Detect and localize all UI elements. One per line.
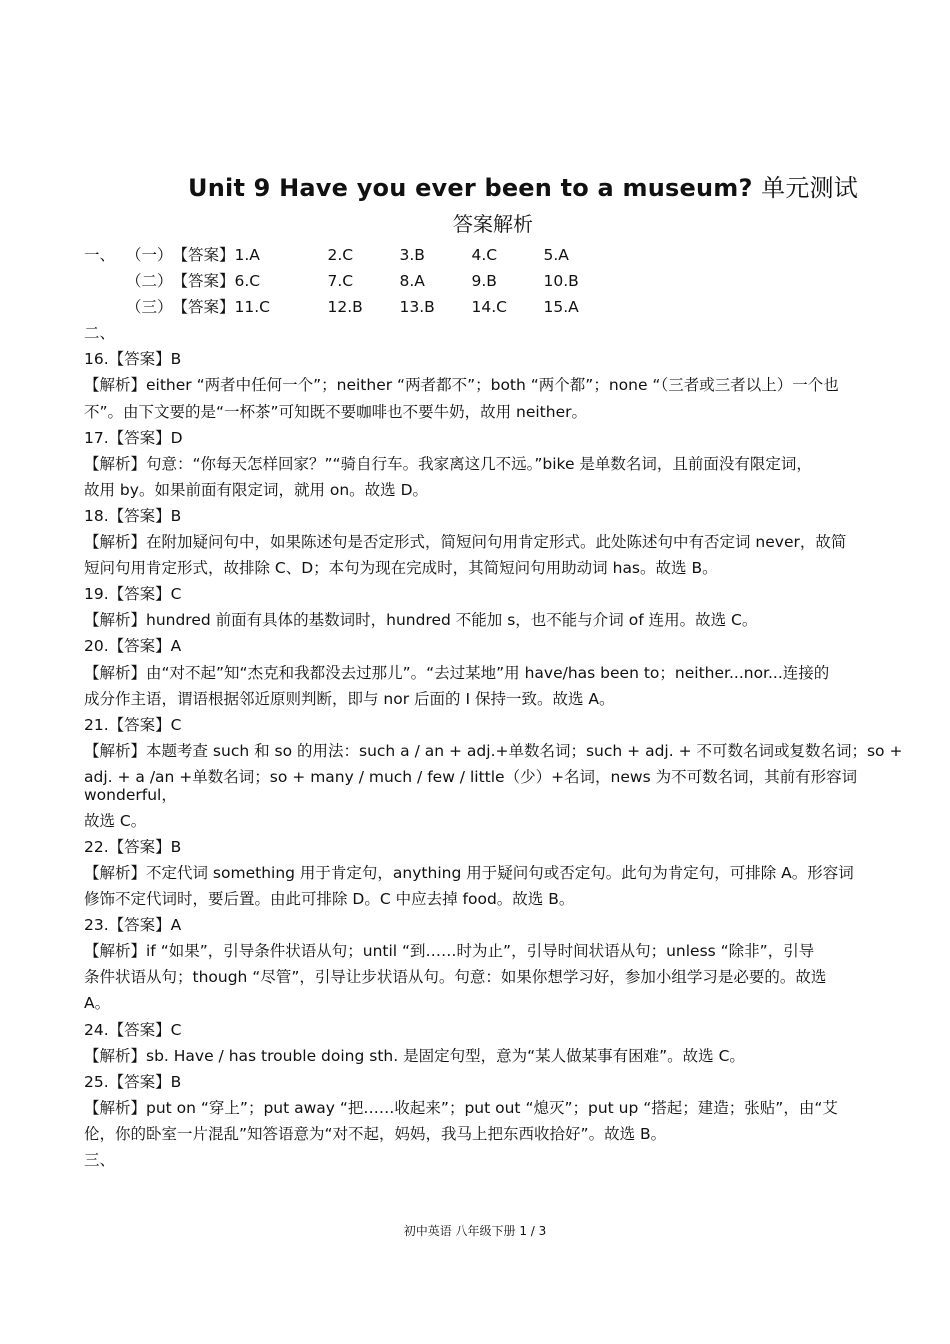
item-22-answer: 22.【答案】B: [84, 837, 182, 856]
item-16-analysis-line: 【解析】either “两者中任何一个”；neither “两者都不”；both “两个都”；none “（三者或三者以上）一个也: [84, 376, 839, 395]
page-subtitle: 答案解析: [453, 212, 533, 236]
answer-cell: 15.A: [543, 298, 579, 317]
answer-cell: 【答案】1.A: [172, 246, 260, 264]
answer-cell: 8.A: [399, 272, 425, 291]
answer-cell: 【答案】11.C: [172, 298, 270, 317]
item-24-answer: 24.【答案】C: [84, 1020, 182, 1039]
item-23-answer: 23.【答案】A: [84, 916, 182, 935]
item-17-answer: 17.【答案】D: [84, 428, 183, 447]
item-18-answer: 18.【答案】B: [84, 506, 182, 525]
item-19-answer: 19.【答案】C: [84, 585, 182, 604]
item-16-analysis-line: 不”。由下文要的是“一杯茶”可知既不要咖啡也不要牛奶，故用 neither。: [84, 402, 587, 421]
answer-cell: 【答案】6.C: [172, 272, 261, 291]
item-17-analysis-line: 【解析】句意：“你每天怎样回家？”“骑自行车。我家离这几不远。”bike 是单数名词，且前面没有限定词，: [84, 454, 812, 473]
mc-row-1: [84, 242, 922, 268]
item-20-analysis-line: 【解析】由“对不起”知“杰克和我都没去过那儿”。“去过某地”用 have/has been to；neither...nor...连接的: [84, 663, 830, 682]
item-22-analysis-line: 【解析】不定代词 something 用于肯定句，anything 用于疑问句或否定句。此句为肯定句，可排除 A。形容词: [84, 863, 854, 882]
answer-cell: 3.B: [399, 246, 425, 264]
item-20-analysis-line: 成分作主语，谓语根据邻近原则判断，即与 nor 后面的 I 保持一致。故选 A。: [84, 689, 615, 708]
item-24-analysis-line: 【解析】sb. Have / has trouble doing sth. 是固定句型，意为“某人做某事有困难”。故选 C。: [84, 1046, 745, 1065]
title-chinese: 单元测试: [761, 174, 858, 202]
page-footer: 初中英语 八年级下册 1 / 3: [403, 1224, 547, 1238]
answer-cell: 4.C: [471, 246, 498, 264]
item-23-analysis-line: 【解析】if “如果”，引导条件状语从句；until “到……时为止”，引导时间状语从句；unless “除非”，引导: [84, 942, 815, 961]
answer-body: [84, 242, 922, 1173]
group-label: （二）: [126, 272, 173, 291]
item-18-analysis-line: 短问句用肯定形式，故排除 C、D；本句为现在完成时，其简短问句用助动词 has。故选 B。: [84, 559, 718, 578]
item-22-analysis-line: 修饰不定代词时，要后置。由此可排除 D。C 中应去掉 food。故选 B。: [84, 890, 575, 909]
answer-cell: 14.C: [471, 298, 507, 317]
item-25-answer: 25.【答案】B: [84, 1072, 182, 1091]
section-2-label: 二、: [84, 324, 116, 343]
item-25-analysis-line: 【解析】put on “穿上”；put away “把……收起来”；put out “熄灭”；put up “搭起；建造；张贴”，由“艾: [84, 1098, 838, 1117]
item-21-analysis-line: 【解析】本题考查 such 和 so 的用法：such a / an + adj.+单数名词；such + adj. + 不可数名词或复数名词；so +: [84, 741, 903, 760]
item-21-analysis-line: adj. + a /an +单数名词；so + many / much / few / little（少）+名词，news 为不可数名词，其前有形容词 wonderful，: [84, 767, 858, 804]
section-1-label: 一、: [84, 246, 116, 264]
item-25-analysis-line: 伦，你的卧室一片混乱”知答语意为“对不起，妈妈，我马上把东西收拾好”。故选 B。: [84, 1124, 667, 1143]
answer-cell: 10.B: [543, 272, 579, 291]
section-3-label: 三、: [84, 1151, 116, 1169]
item-19-analysis-line: 【解析】hundred 前面有具体的基数词时，hundred 不能加 s，也不能与介词 of 连用。故选 C。: [84, 611, 758, 630]
mc-row-2: [84, 268, 922, 294]
answer-cell: 12.B: [327, 298, 363, 317]
title-english: Unit 9 Have you ever been to a museum?: [188, 174, 753, 202]
group-label: （一）: [126, 246, 173, 264]
answer-cell: 7.C: [327, 272, 354, 291]
answer-cell: 5.A: [543, 246, 569, 264]
item-23-analysis-line: 条件状语从句；though “尽管”，引导让步状语从句。句意：如果你想学习好，参加小组学习是必要的。故选: [84, 968, 827, 987]
item-18-analysis-line: 【解析】在附加疑问句中，如果陈述句是否定形式，简短问句用肯定形式。此处陈述句中有否定词 never，故简: [84, 533, 847, 552]
item-21-answer: 21.【答案】C: [84, 715, 182, 734]
item-20-answer: 20.【答案】A: [84, 637, 182, 656]
answer-cell: 2.C: [327, 246, 354, 264]
item-23-analysis-line: A。: [84, 994, 111, 1013]
group-label: （三）: [126, 298, 173, 317]
item-16-answer: 16.【答案】B: [84, 350, 182, 369]
mc-row-3: [84, 294, 922, 320]
answer-cell: 9.B: [471, 272, 497, 291]
item-21-analysis-line: 故选 C。: [84, 811, 147, 830]
item-17-analysis-line: 故用 by。如果前面有限定词，就用 on。故选 D。: [84, 480, 429, 499]
page-title: [0, 168, 950, 203]
answer-cell: 13.B: [399, 298, 435, 317]
